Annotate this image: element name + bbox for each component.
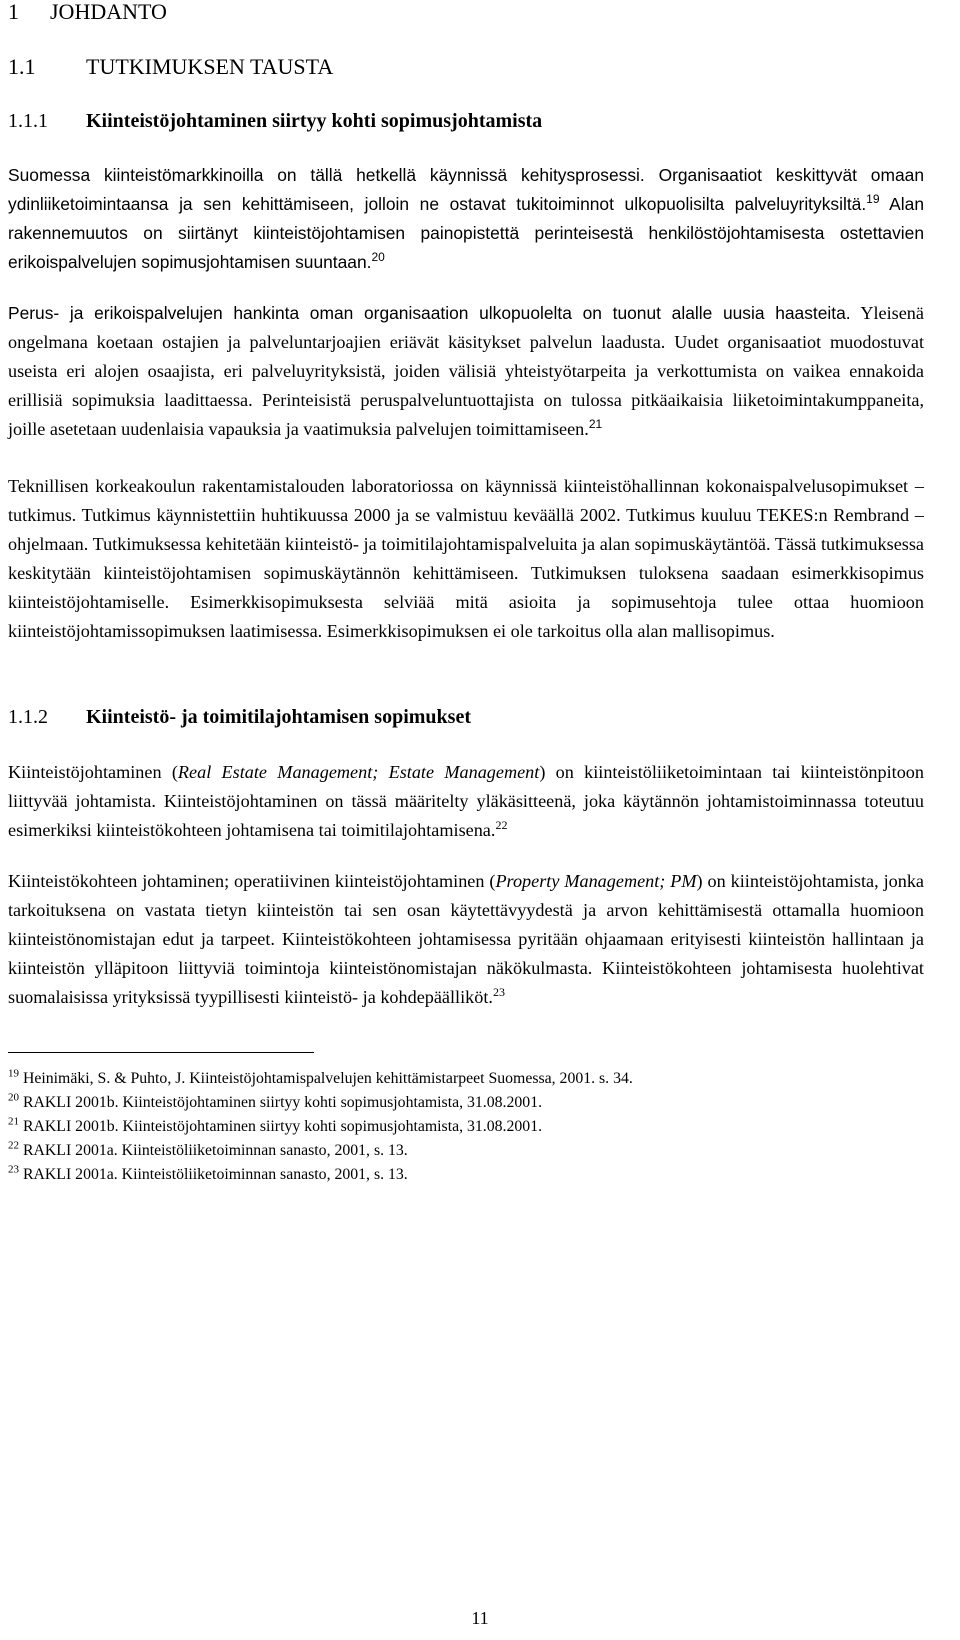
footnote-ref-21[interactable]: 21 bbox=[588, 417, 603, 432]
footnotes bbox=[8, 1067, 924, 1187]
footnote-ref-19[interactable]: 19 bbox=[866, 192, 880, 207]
footnote-text: RAKLI 2001b. Kiinteistöjohtaminen siirtyy kohti sopimusjohtamista, 31.08.2001. bbox=[22, 1118, 543, 1135]
document-page bbox=[8, 0, 924, 1187]
footnote-20 bbox=[8, 1091, 924, 1115]
subsection-number: 1.1.1 bbox=[8, 110, 48, 132]
footnote-ref-22[interactable]: 22 bbox=[495, 817, 508, 832]
section-number: 1.1 bbox=[8, 54, 36, 79]
section-title: TUTKIMUKSEN TAUSTA bbox=[86, 54, 334, 79]
paragraph-2-text-b: Yleisenä ongelmana koetaan ostajien ja palveluntarjoajien eriävät käsitykset palvelun laadusta. Uudet organisaatiot muodostuvat useista eri alojen osaajista, eri palveluyrityksistä, joiden välisiä yhteistyötarpeita ja verkottumista on vaikea ennakoida erillisiä sopimuksia laadittaessa. Perinteisistä peruspalveluntuottajista on tulossa pitkäaikaisia liiketoimintakumppaneita, joille asetetaan uudenlaisia vapauksia ja vaatimuksia palvelujen toimittamiseen. bbox=[8, 303, 924, 439]
paragraph-1 bbox=[8, 161, 924, 277]
paragraph-5-text-a: Kiinteistökohteen johtaminen; operatiivinen kiinteistöjohtaminen ( bbox=[8, 871, 496, 891]
paragraph-4-text-a: Kiinteistöjohtaminen ( bbox=[8, 762, 178, 782]
chapter-heading bbox=[8, 0, 924, 24]
footnote-ref-20[interactable]: 20 bbox=[371, 250, 385, 265]
paragraph-4 bbox=[8, 758, 924, 845]
footnote-number: 19 bbox=[8, 1067, 19, 1080]
paragraph-4-term: Real Estate Management; Estate Management bbox=[177, 762, 540, 782]
subsection-number: 1.1.2 bbox=[8, 706, 48, 728]
footnote-divider bbox=[8, 1052, 314, 1053]
page-number: 11 bbox=[471, 1608, 489, 1628]
footnote-number: 23 bbox=[8, 1163, 19, 1176]
footnote-number: 21 bbox=[8, 1115, 19, 1128]
footnote-number: 20 bbox=[8, 1091, 19, 1104]
subsection-heading-1-1-2 bbox=[8, 704, 924, 730]
footnote-22 bbox=[8, 1139, 924, 1163]
paragraph-4-text-b: ) on kiinteistöliiketoimintaan tai kiinteistönpitoon liittyvää johtamista. Kiinteistöjohtaminen on tässä määritelty yläkäsitteenä, joka käytännön johtamistoiminnassa toteutuu esimerkiksi kiinteistökohteen johtamisena tai toimitilajohtamisena. bbox=[8, 762, 924, 840]
section-heading bbox=[8, 54, 924, 80]
footnote-number: 22 bbox=[8, 1139, 19, 1152]
paragraph-5-text-b: ) on kiinteistöjohtamista, jonka tarkoituksena on vastata tietyn kiinteistön tai sen osan käytettävyydestä ja arvon kehittämisestä ottamalla huomioon kiinteistönomistajan edut ja tarpeet. Kiinteistökohteen johtamisessa pyritään ohjaamaan erityisesti kiinteistön hallintaan ja kiinteistön ylläpitoon liittyviä toimintoja kiinteistönomistajan näkökulmasta. Kiinteistökohteen johtamisesta huolehtivat suomalaisissa yrityksissä tyypillisesti kiinteistö- ja kohdepäälliköt. bbox=[8, 871, 924, 1007]
paragraph-3: Teknillisen korkeakoulun rakentamistalouden laboratoriossa on käynnissä kiinteistöhallinnan kokonaispalvelusopimukset –tutkimus. Tutkimus käynnistettiin huhtikuussa 2000 ja se valmistuu keväällä 2002. Tutkimus kuuluu TEKES:n Rembrand –ohjelmaan. Tutkimuksessa kehitetään kiinteistö- ja toimitilajohtamispalveluita ja alan sopimuskäytäntöä. Tässä tutkimuksessa keskitytään kiinteistöjohtamisen sopimuskäytännön kehittämiseen. Tutkimuksen tuloksena saadaan esimerkkisopimus kiinteistöjohtamiselle. Esimerkkisopimuksesta selviää mitä asioita ja sopimusehtoja tulee ottaa huomioon kiinteistöjohtamissopimuksen laatimisessa. Esimerkkisopimuksen ei ole tarkoitus olla alan mallisopimus. bbox=[8, 476, 924, 641]
footnote-23 bbox=[8, 1163, 924, 1187]
paragraph-1-text-a: Suomessa kiinteistömarkkinoilla on tällä hetkellä käynnissä kehitysprosessi. Organisaatiot keskittyvät omaan ydinliiketoimintaansa ja sen kehittämiseen, jolloin ne ostavat tukitoiminnot ulkopuolisilta palveluyrityksiltä. bbox=[8, 165, 924, 214]
footnote-text: RAKLI 2001a. Kiinteistöliiketoiminnan sanasto, 2001, s. 13. bbox=[22, 1142, 408, 1159]
subsection-heading-1-1-1 bbox=[8, 108, 924, 134]
paragraph-1-text-b: Alan rakennemuutos on siirtänyt kiinteistöjohtamisen painopistettä perinteisestä henkilöstöjohtamisesta ostettavien erikoispalvelujen sopimusjohtamisen suuntaan. bbox=[8, 194, 924, 272]
paragraph-2 bbox=[8, 299, 924, 444]
footnote-text: RAKLI 2001a. Kiinteistöliiketoiminnan sanasto, 2001, s. 13. bbox=[22, 1166, 408, 1183]
subsection-title: Kiinteistöjohtaminen siirtyy kohti sopimusjohtamista bbox=[86, 110, 543, 132]
paragraph-5 bbox=[8, 867, 924, 1012]
footnote-text: RAKLI 2001b. Kiinteistöjohtaminen siirtyy kohti sopimusjohtamista, 31.08.2001. bbox=[22, 1094, 543, 1111]
footnote-19 bbox=[8, 1067, 924, 1091]
footnote-text: Heinimäki, S. & Puhto, J. Kiinteistöjohtamispalvelujen kehittämistarpeet Suomessa, 2001. s. 34. bbox=[22, 1070, 633, 1087]
chapter-title: JOHDANTO bbox=[50, 0, 167, 24]
footnote-ref-23[interactable]: 23 bbox=[492, 984, 505, 999]
paragraph-5-term: Property Management; PM bbox=[495, 871, 697, 891]
chapter-number: 1 bbox=[8, 0, 19, 24]
subsection-title: Kiinteistö- ja toimitilajohtamisen sopimukset bbox=[86, 706, 471, 728]
footnote-21 bbox=[8, 1115, 924, 1139]
paragraph-2-text-a: Perus- ja erikoispalvelujen hankinta oman organisaation ulkopuolelta on tuonut alalle uusia haasteita. bbox=[8, 303, 851, 323]
